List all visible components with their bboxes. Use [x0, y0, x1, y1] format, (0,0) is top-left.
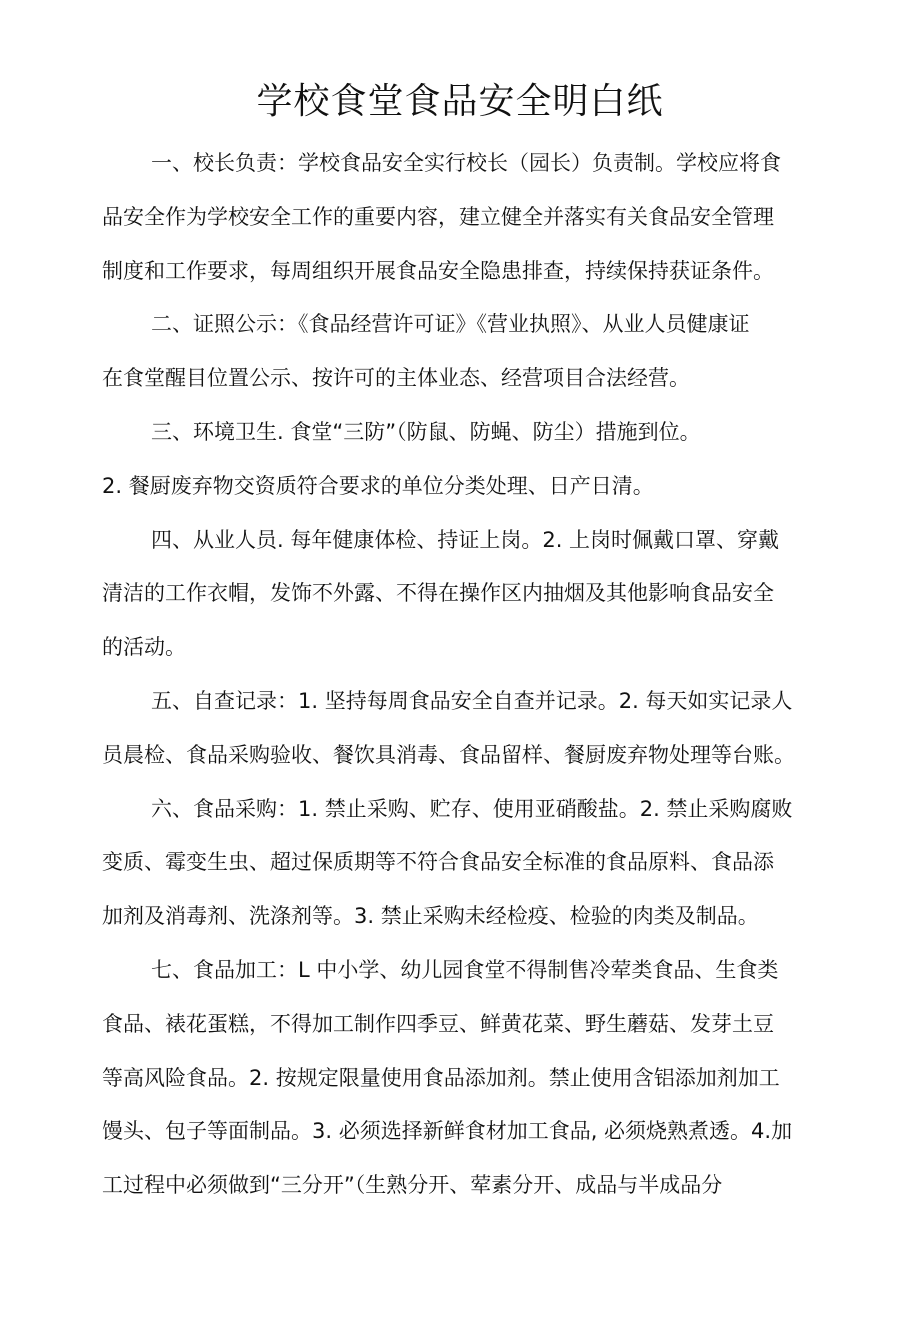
paragraph-line: 六、食品采购：1. 禁止采购、贮存、使用亚硝酸盐。2. 禁止采购腐败	[151, 796, 793, 821]
paragraph-line: 等高风险食品。2. 按规定限量使用食品添加剂。禁止使用含铝添加剂加工	[102, 1065, 780, 1090]
paragraph-line: 一、校长负责：学校食品安全实行校长（园长）负责制。学校应将食	[151, 151, 781, 175]
document-title: 学校食堂食品安全明白纸	[256, 81, 664, 122]
paragraph-line: 在食堂醒目位置公示、按许可的主体业态、经营项目合法经营。	[102, 366, 690, 391]
section-6-paragraph	[102, 783, 842, 944]
document-body	[102, 137, 842, 1213]
section-1-paragraph	[102, 137, 842, 298]
paragraph-line: 员晨检、食品采购验收、餐饮具消毒、食品留样、餐厨废弃物处理等台账。	[102, 742, 795, 767]
paragraph-line: 五、自查记录：1. 坚持每周食品安全自查并记录。2. 每天如实记录人	[151, 688, 793, 713]
paragraph-line: 七、食品加工：L 中小学、幼儿园食堂不得制售冷荤类食品、生食类	[151, 957, 779, 982]
paragraph-line: 的活动。	[102, 635, 186, 660]
paragraph-line: 二、证照公示：《食品经营许可证》《营业执照》、从业人员健康证	[151, 312, 750, 337]
paragraph-line: 四、从业人员. 每年健康体检、持证上岗。2. 上岗时佩戴口罩、穿戴	[151, 527, 780, 552]
paragraph-line: 食品、裱花蛋糕，不得加工制作四季豆、鲜黄花菜、野生蘑菇、发芽土豆	[102, 1011, 774, 1036]
paragraph-line: 馒头、包子等面制品。3. 必须选择新鲜食材加工食品, 必须烧熟煮透。4.加	[102, 1119, 793, 1144]
paragraph-line: 2. 餐厨废弃物交资质符合要求的单位分类处理、日产日清。	[102, 473, 654, 498]
paragraph-line: 三、环境卫生. 食堂“三防”（防鼠、防蝇、防尘）措施到位。	[151, 419, 701, 444]
section-5-paragraph	[102, 675, 842, 783]
paragraph-line: 制度和工作要求，每周组织开展食品安全隐患排查，持续保持获证条件。	[102, 258, 774, 283]
paragraph-line: 加剂及消毒剂、洗涤剂等。3. 禁止采购未经检疫、检验的肉类及制品。	[102, 904, 759, 929]
paragraph-line: 变质、霉变生虫、超过保质期等不符合食品安全标准的食品原料、食品添	[102, 850, 774, 875]
paragraph-line: 工过程中必须做到“三分开”（生熟分开、荤素分开、成品与半成品分	[102, 1173, 723, 1198]
section-3-paragraph	[102, 406, 842, 514]
section-4-paragraph	[102, 514, 842, 675]
paragraph-line: 清洁的工作衣帽，发饰不外露、不得在操作区内抽烟及其他影响食品安全	[102, 581, 774, 606]
section-7-paragraph	[102, 944, 842, 1213]
paragraph-line: 品安全作为学校安全工作的重要内容，建立健全并落实有关食品安全管理	[102, 204, 774, 229]
section-2-paragraph	[102, 298, 842, 406]
